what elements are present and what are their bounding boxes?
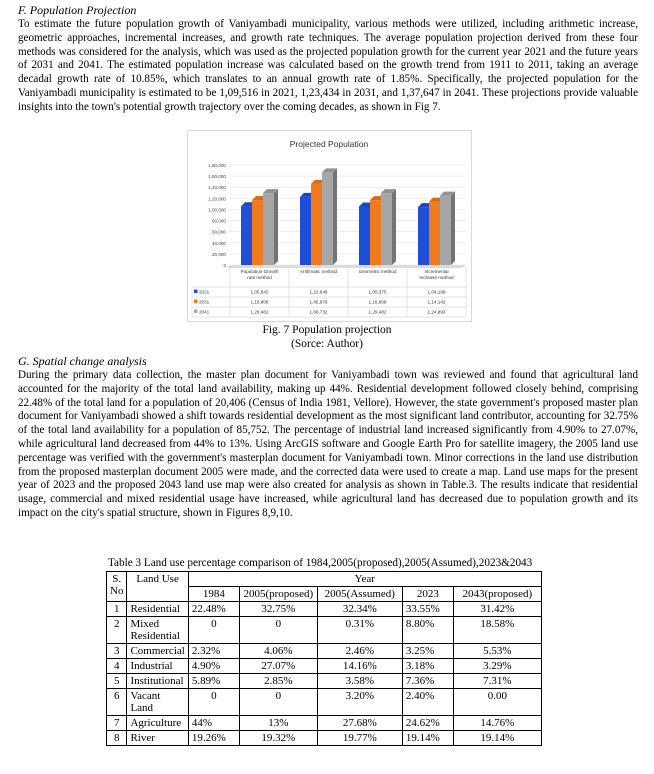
data-label: 1,05,842	[250, 289, 269, 295]
header-land-use: Land Use	[127, 572, 188, 602]
value-cell: 2.40%	[402, 689, 453, 716]
data-label: 1,24,893	[427, 309, 446, 315]
x-category-label: Incremental	[424, 269, 449, 274]
value-cell: 32.34%	[317, 602, 402, 617]
table-row	[107, 617, 542, 644]
bar-2041	[381, 193, 392, 265]
y-tick-label: 0	[223, 263, 226, 268]
value-cell: 0	[239, 689, 317, 716]
value-cell: 2.32%	[188, 644, 239, 659]
table-row	[107, 689, 542, 716]
value-cell: 3.20%	[317, 689, 402, 716]
value-cell: 33.55%	[402, 602, 453, 617]
value-cell: 3.58%	[317, 674, 402, 689]
value-cell: 13%	[239, 716, 317, 731]
value-cell: 14.76%	[453, 716, 541, 731]
row-number: 2	[107, 617, 127, 644]
legend-label: 2041	[199, 309, 210, 315]
legend-swatch-2031	[194, 300, 198, 304]
value-cell: 5.89%	[188, 674, 239, 689]
bar-side-2041	[274, 189, 278, 265]
value-cell: 31.42%	[453, 602, 541, 617]
chart-floor	[226, 265, 466, 268]
data-label: 1,66,732	[309, 309, 328, 315]
value-cell: 19.14%	[453, 731, 541, 746]
section-g-paragraph: During the primary data collection, the master plan document for Vaniyambadi town was reviewed and found that agricultural land accounted for the majority of the total land availability, making up 44%. Residential development followed closely behind, comprising 22.48% of the total land for a population of 20,406 (Census of India 1981, Vellore). However, the state government's proposed master plan document for Vaniyambadi showed a shift towards residential development as the most significant land contributor, accounting for 32.75% of the total land availability for a population of 85,752. The percentage of industrial land increased significantly from 4.90% to 27.07%, while agricultural land decreased from 44% to 13%. Using ArcGIS software and Google Earth Pro for satellite imagery, the 2005 land use percentage was verified with the government's masterplan document for Vaniyambadi town. Minor corrections in the land use distribution from the proposed masterplan document 2005 were made, and the corrected data were used to create a map. Land use maps for the present year of 2023 and the proposed 2043 land use map were also created for analysis as shown in Table.3. The results indicate that residential usage, commercial and mixed residential usage have increased, while agricultural land has decreased due to population growth and its impact on the city's spatial structure, shown in Figures 8,9,10.	[18, 369, 638, 519]
row-number: 4	[107, 659, 127, 674]
table-row	[107, 659, 542, 674]
x-category-label: Arithmatic method	[299, 269, 338, 274]
value-cell: 4.90%	[188, 659, 239, 674]
data-label: 1,29,482	[368, 309, 387, 315]
land-use-name: River	[127, 731, 188, 746]
data-label: 1,04,198	[427, 289, 446, 295]
value-cell: 2.85%	[239, 674, 317, 689]
bar-2021	[359, 206, 370, 265]
table-row	[107, 716, 542, 731]
value-cell: 0.00	[453, 689, 541, 716]
land-use-table	[106, 571, 542, 746]
value-cell: 19.77%	[317, 731, 402, 746]
table-row	[107, 731, 542, 746]
y-tick-label: 1,80,000	[208, 163, 226, 168]
projected-population-chart	[188, 131, 471, 321]
header-year: Year	[188, 572, 541, 587]
value-cell: 19.14%	[402, 731, 453, 746]
value-cell: 2.46%	[317, 644, 402, 659]
data-label: 1,22,648	[309, 289, 328, 295]
section-f-paragraph: To estimate the future population growth of Vaniyambadi municipality, various methods were utilized, including arithmetic increase, geometric approaches, incremental increases, and growth rate techniques. The average population projection derived from these four methods was considered for the analysis, which was used as the projected population growth for the current year 2021 and the future years of 2031 and 2041. The estimated population increase was calculated based on the growth trend from 1911 to 2011, taking an average decadal growth rate of 10.85%, which translates to an annual growth rate of 1.85%. Specifically, the projected population for the Vaniyambadi municipality is estimated to be 1,09,516 in 2021, 1,23,434 in 2031, and 1,37,647 in 2041. These projections provide valuable insights into the town's potential growth trajectory over the coming decades, as shown in Fig 7.	[18, 18, 638, 113]
y-tick-label: 1,60,000	[208, 174, 226, 180]
bar-2041	[263, 193, 274, 265]
bar-2031	[429, 202, 440, 265]
row-number: 6	[107, 689, 127, 716]
table-3-caption: Table 3 Land use percentage comparison of 1984,2005(proposed),2005(Assumed),2023&2043	[108, 557, 533, 569]
value-cell: 0	[188, 689, 239, 716]
bar-2021	[241, 206, 252, 265]
header-year-2005-proposed: 2005(proposed)	[239, 587, 317, 602]
value-cell: 5.53%	[453, 644, 541, 659]
data-label: 1,14,142	[427, 299, 446, 305]
section-g-heading: G. Spatial change analysis	[18, 354, 147, 368]
bar-2041	[440, 196, 451, 265]
figure-7-caption: Fig. 7 Population projection	[262, 324, 392, 336]
value-cell: 0	[188, 617, 239, 644]
bar-2031	[370, 200, 381, 265]
value-cell: 3.25%	[402, 644, 453, 659]
y-tick-label: 1,00,000	[208, 207, 226, 213]
table-row	[107, 602, 542, 617]
value-cell: 7.36%	[402, 674, 453, 689]
figure-7	[187, 130, 472, 322]
value-cell: 19.26%	[188, 731, 239, 746]
land-use-name: Commercial	[127, 644, 188, 659]
y-tick-label: 40,000	[211, 240, 226, 246]
data-label: 1,29,482	[250, 309, 269, 315]
value-cell: 32.75%	[239, 602, 317, 617]
legend-label: 2031	[199, 299, 210, 305]
land-use-name: Agriculture	[127, 716, 188, 731]
y-tick-label: 1,40,000	[208, 185, 226, 191]
header-year-2043-proposed: 2043(proposed)	[453, 587, 541, 602]
land-use-name: Vacant Land	[127, 689, 188, 716]
value-cell: 8.80%	[402, 617, 453, 644]
bar-2021	[418, 207, 429, 265]
value-cell: 0	[239, 617, 317, 644]
row-number: 1	[107, 602, 127, 617]
bar-2041	[322, 172, 333, 265]
bar-side-2041	[333, 168, 337, 265]
table-row	[107, 674, 542, 689]
header-year-1984: 1984	[188, 587, 239, 602]
row-number: 8	[107, 731, 127, 746]
y-tick-label: 60,000	[211, 229, 226, 235]
bar-2031	[311, 184, 322, 265]
data-label: 1,16,808	[250, 299, 269, 305]
value-cell: 0.31%	[317, 617, 402, 644]
row-number: 5	[107, 674, 127, 689]
x-category-label: Increase method	[419, 275, 454, 280]
header-sno: S. No	[107, 572, 127, 602]
x-category-label: Geometric method	[358, 269, 397, 274]
value-cell: 19.32%	[239, 731, 317, 746]
legend-label: 2021	[199, 289, 210, 295]
value-cell: 24.62%	[402, 716, 453, 731]
value-cell: 44%	[188, 716, 239, 731]
figure-7-source: (Sorce: Author)	[291, 338, 363, 350]
x-category-label: Population Growth	[240, 269, 279, 274]
data-label: 1,16,808	[368, 299, 387, 305]
y-tick-label: 80,000	[211, 218, 226, 224]
y-tick-label: 20,000	[211, 251, 226, 257]
legend-swatch-2041	[194, 310, 198, 314]
legend-swatch-2021	[194, 290, 198, 294]
value-cell: 18.58%	[453, 617, 541, 644]
y-tick-label: 1,20,000	[208, 196, 226, 202]
table-row	[107, 644, 542, 659]
row-number: 7	[107, 716, 127, 731]
bar-side-2041	[392, 189, 396, 265]
land-use-name: Industrial	[127, 659, 188, 674]
header-year-2023: 2023	[402, 587, 453, 602]
value-cell: 4.06%	[239, 644, 317, 659]
row-number: 3	[107, 644, 127, 659]
value-cell: 7.31%	[453, 674, 541, 689]
data-label: 1,05,375	[368, 289, 387, 295]
bar-side-2041	[451, 192, 455, 265]
bar-2031	[252, 200, 263, 265]
x-category-label: rate method	[247, 275, 272, 280]
land-use-name: Residential	[127, 602, 188, 617]
land-use-name: Institutional	[127, 674, 188, 689]
value-cell: 3.18%	[402, 659, 453, 674]
chart-title: Projected Population	[289, 139, 369, 149]
data-label: 1,45,979	[309, 299, 328, 305]
value-cell: 27.68%	[317, 716, 402, 731]
value-cell: 3.29%	[453, 659, 541, 674]
bar-2021	[300, 197, 311, 265]
value-cell: 14.16%	[317, 659, 402, 674]
header-year-2005-assumed: 2005(Assumed)	[317, 587, 402, 602]
section-f-heading: F. Population Projection	[18, 3, 137, 17]
land-use-name: Mixed Residential	[127, 617, 188, 644]
value-cell: 27.07%	[239, 659, 317, 674]
value-cell: 22.48%	[188, 602, 239, 617]
